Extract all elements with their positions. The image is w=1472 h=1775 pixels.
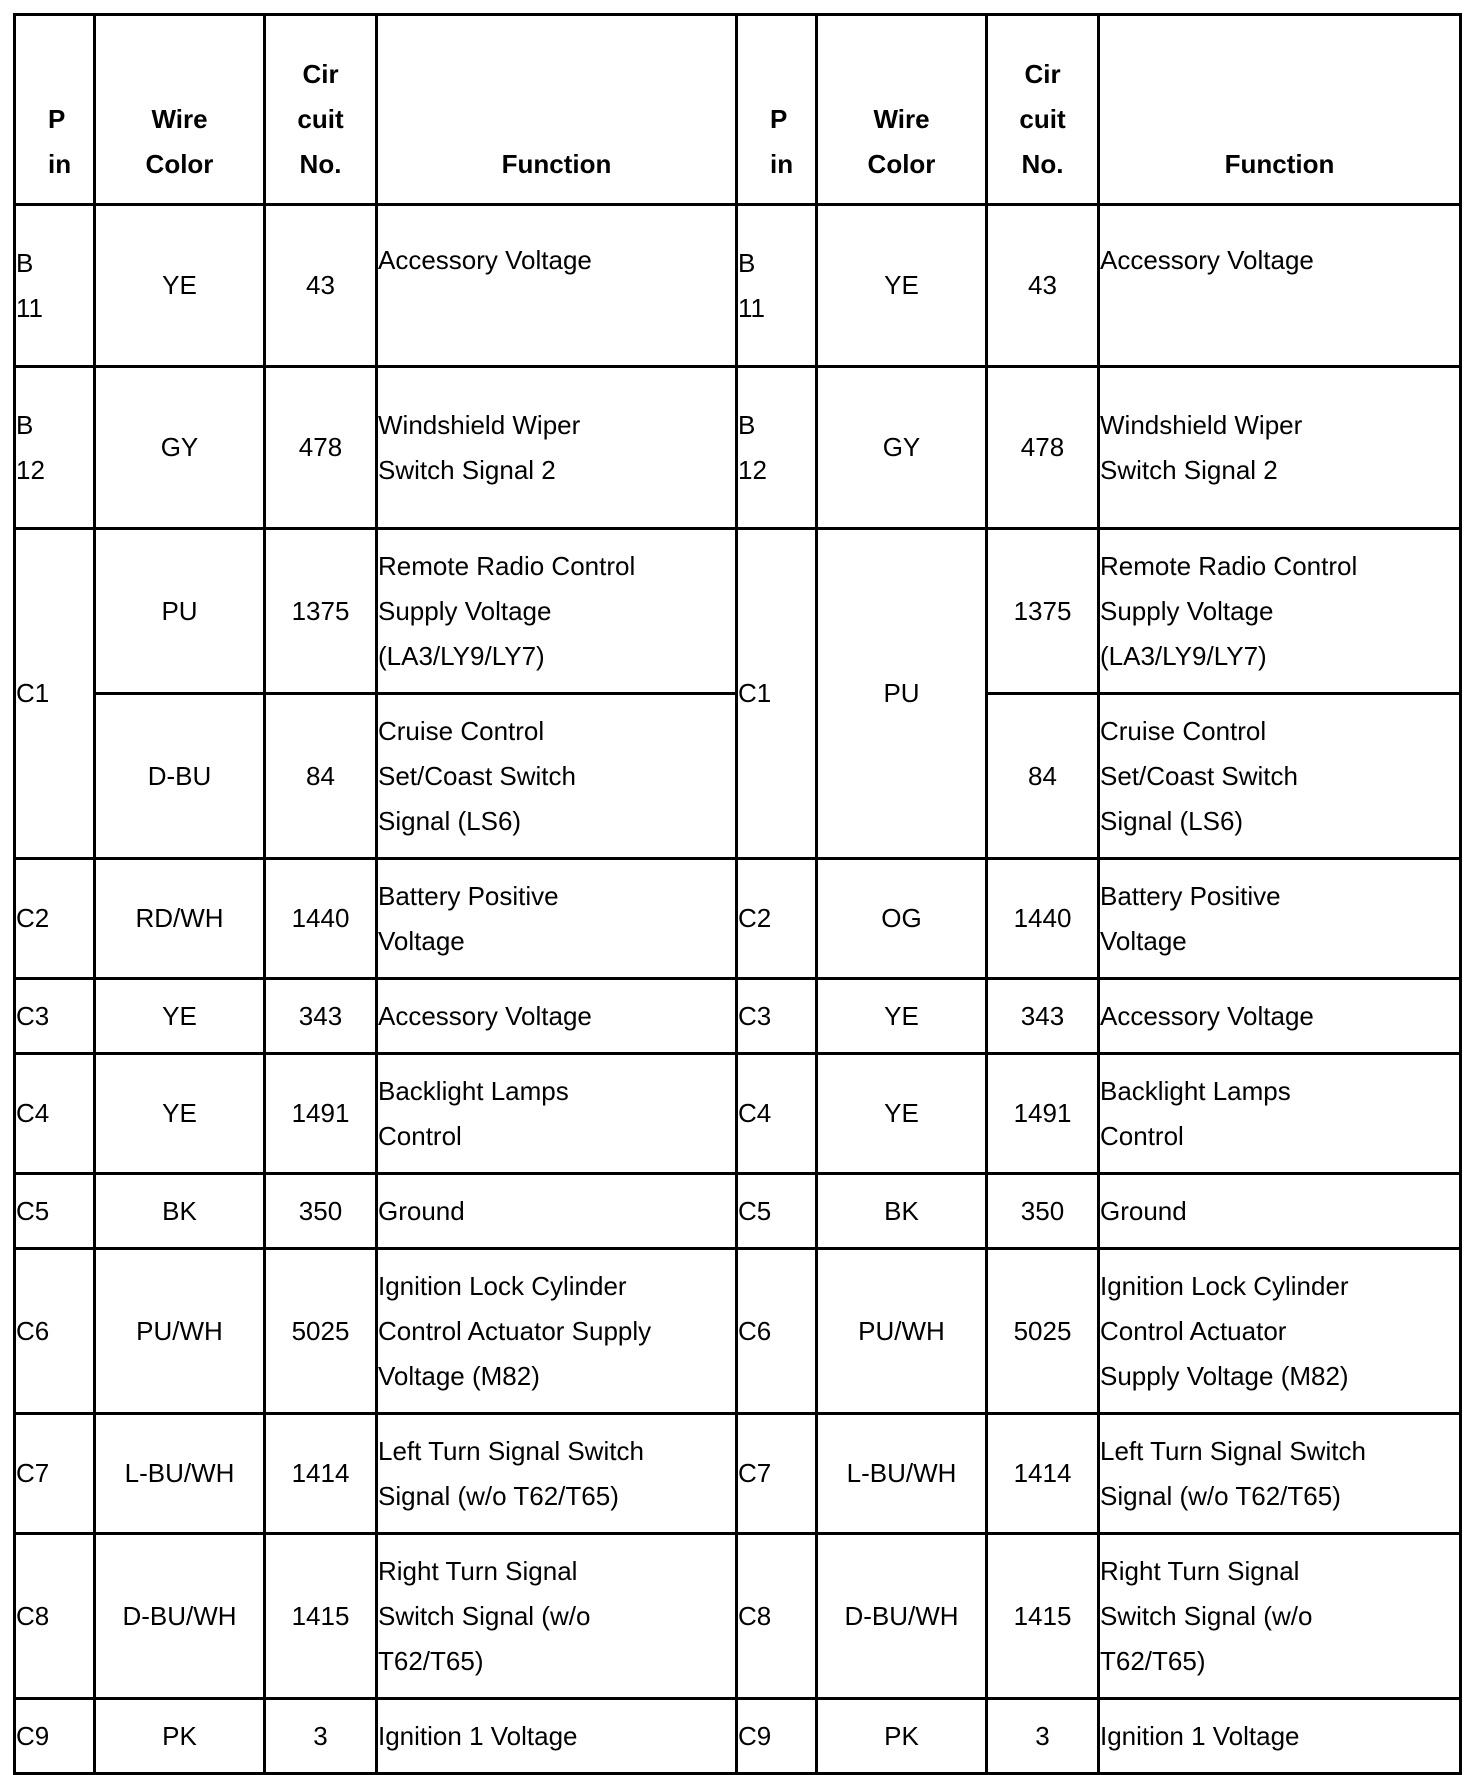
wire-color-cell: BK: [817, 1174, 987, 1249]
pin-cell: C7: [15, 1414, 95, 1534]
pin-cell: C2: [737, 859, 817, 979]
circuit-cell: 43: [987, 205, 1099, 367]
wire-color-cell: PK: [817, 1699, 987, 1774]
function-cell: Ignition 1 Voltage: [377, 1699, 737, 1774]
header-function: Function: [377, 15, 737, 205]
wire-color-cell: YE: [817, 1054, 987, 1174]
function-cell: Cruise Control Set/Coast Switch Signal (LS6): [377, 694, 737, 859]
header-circuit-no: Cir cuit No.: [265, 15, 377, 205]
wire-color-cell: YE: [817, 205, 987, 367]
circuit-cell: 350: [987, 1174, 1099, 1249]
circuit-cell: 1415: [987, 1534, 1099, 1699]
pin-cell: C9: [15, 1699, 95, 1774]
pin-cell: C3: [15, 979, 95, 1054]
pin-cell: C8: [15, 1534, 95, 1699]
wire-color-cell: L-BU/WH: [817, 1414, 987, 1534]
pin-cell: C4: [737, 1054, 817, 1174]
header-wire-color: Wire Color: [95, 15, 265, 205]
table-row: [15, 1534, 1461, 1699]
wire-color-cell: RD/WH: [95, 859, 265, 979]
header-row: [15, 15, 1461, 205]
wire-color-cell: YE: [95, 979, 265, 1054]
pin-cell: B 12: [737, 367, 817, 529]
table-row: [15, 367, 1461, 529]
pin-cell: C7: [737, 1414, 817, 1534]
table-row: [15, 1054, 1461, 1174]
pin-cell: C9: [737, 1699, 817, 1774]
circuit-cell: 350: [265, 1174, 377, 1249]
circuit-cell: 43: [265, 205, 377, 367]
header-pin: P in: [15, 15, 95, 205]
wire-color-cell: BK: [95, 1174, 265, 1249]
pin-cell: C6: [15, 1249, 95, 1414]
function-cell: Ground: [1099, 1174, 1461, 1249]
wire-color-cell: PU: [95, 529, 265, 694]
function-cell: Remote Radio Control Supply Voltage (LA3/LY9/LY7): [377, 529, 737, 694]
pin-cell: C6: [737, 1249, 817, 1414]
wire-color-cell: D-BU/WH: [95, 1534, 265, 1699]
table-row: [15, 529, 1461, 694]
circuit-cell: 1375: [987, 529, 1099, 694]
circuit-cell: 1375: [265, 529, 377, 694]
function-cell: Backlight Lamps Control: [1099, 1054, 1461, 1174]
function-cell: Ignition 1 Voltage: [1099, 1699, 1461, 1774]
table-row: [15, 859, 1461, 979]
pin-cell: C5: [737, 1174, 817, 1249]
wire-color-cell: OG: [817, 859, 987, 979]
table-row: [15, 1249, 1461, 1414]
function-cell: Windshield Wiper Switch Signal 2: [1099, 367, 1461, 529]
header-wire-color: Wire Color: [817, 15, 987, 205]
table-row: [15, 1414, 1461, 1534]
function-cell: Right Turn Signal Switch Signal (w/o T62/T65): [1099, 1534, 1461, 1699]
function-cell: Ground: [377, 1174, 737, 1249]
pin-cell: C1: [15, 529, 95, 859]
pin-cell: B 12: [15, 367, 95, 529]
header-circuit-no: Cir cuit No.: [987, 15, 1099, 205]
function-cell: Left Turn Signal Switch Signal (w/o T62/T65): [377, 1414, 737, 1534]
wire-color-cell: GY: [817, 367, 987, 529]
circuit-cell: 3: [265, 1699, 377, 1774]
function-cell: Remote Radio Control Supply Voltage (LA3/LY9/LY7): [1099, 529, 1461, 694]
circuit-cell: 1414: [265, 1414, 377, 1534]
function-cell: Accessory Voltage: [1099, 205, 1461, 367]
pin-cell: B 11: [737, 205, 817, 367]
function-cell: Accessory Voltage: [377, 205, 737, 367]
function-cell: Accessory Voltage: [1099, 979, 1461, 1054]
wire-color-cell: YE: [817, 979, 987, 1054]
function-cell: Right Turn Signal Switch Signal (w/o T62/T65): [377, 1534, 737, 1699]
wire-color-cell: D-BU/WH: [817, 1534, 987, 1699]
circuit-cell: 343: [265, 979, 377, 1054]
circuit-cell: 1491: [265, 1054, 377, 1174]
circuit-cell: 5025: [265, 1249, 377, 1414]
circuit-cell: 1440: [265, 859, 377, 979]
circuit-cell: 478: [265, 367, 377, 529]
table-row: [15, 1699, 1461, 1774]
pin-cell: C4: [15, 1054, 95, 1174]
circuit-cell: 3: [987, 1699, 1099, 1774]
wire-color-cell: D-BU: [95, 694, 265, 859]
pin-cell: C1: [737, 529, 817, 859]
wire-color-cell: GY: [95, 367, 265, 529]
function-cell: Ignition Lock Cylinder Control Actuator Supply Voltage (M82): [1099, 1249, 1461, 1414]
pin-cell: C8: [737, 1534, 817, 1699]
pinout-table: [13, 13, 1462, 1775]
wire-color-cell: PU: [817, 529, 987, 859]
circuit-cell: 1440: [987, 859, 1099, 979]
function-cell: Cruise Control Set/Coast Switch Signal (LS6): [1099, 694, 1461, 859]
circuit-cell: 84: [987, 694, 1099, 859]
wire-color-cell: L-BU/WH: [95, 1414, 265, 1534]
pin-cell: B 11: [15, 205, 95, 367]
wire-color-cell: YE: [95, 205, 265, 367]
table-row: [15, 1174, 1461, 1249]
wire-color-cell: PK: [95, 1699, 265, 1774]
wire-color-cell: PU/WH: [95, 1249, 265, 1414]
function-cell: Battery Positive Voltage: [1099, 859, 1461, 979]
pin-cell: C5: [15, 1174, 95, 1249]
function-cell: Windshield Wiper Switch Signal 2: [377, 367, 737, 529]
circuit-cell: 84: [265, 694, 377, 859]
wire-color-cell: PU/WH: [817, 1249, 987, 1414]
table-row: [15, 979, 1461, 1054]
header-pin: P in: [737, 15, 817, 205]
header-function: Function: [1099, 15, 1461, 205]
pin-cell: C2: [15, 859, 95, 979]
circuit-cell: 478: [987, 367, 1099, 529]
circuit-cell: 1414: [987, 1414, 1099, 1534]
circuit-cell: 1415: [265, 1534, 377, 1699]
function-cell: Ignition Lock Cylinder Control Actuator Supply Voltage (M82): [377, 1249, 737, 1414]
circuit-cell: 5025: [987, 1249, 1099, 1414]
table-row: [15, 205, 1461, 367]
circuit-cell: 343: [987, 979, 1099, 1054]
function-cell: Backlight Lamps Control: [377, 1054, 737, 1174]
circuit-cell: 1491: [987, 1054, 1099, 1174]
function-cell: Battery Positive Voltage: [377, 859, 737, 979]
function-cell: Accessory Voltage: [377, 979, 737, 1054]
wire-color-cell: YE: [95, 1054, 265, 1174]
pin-cell: C3: [737, 979, 817, 1054]
function-cell: Left Turn Signal Switch Signal (w/o T62/T65): [1099, 1414, 1461, 1534]
